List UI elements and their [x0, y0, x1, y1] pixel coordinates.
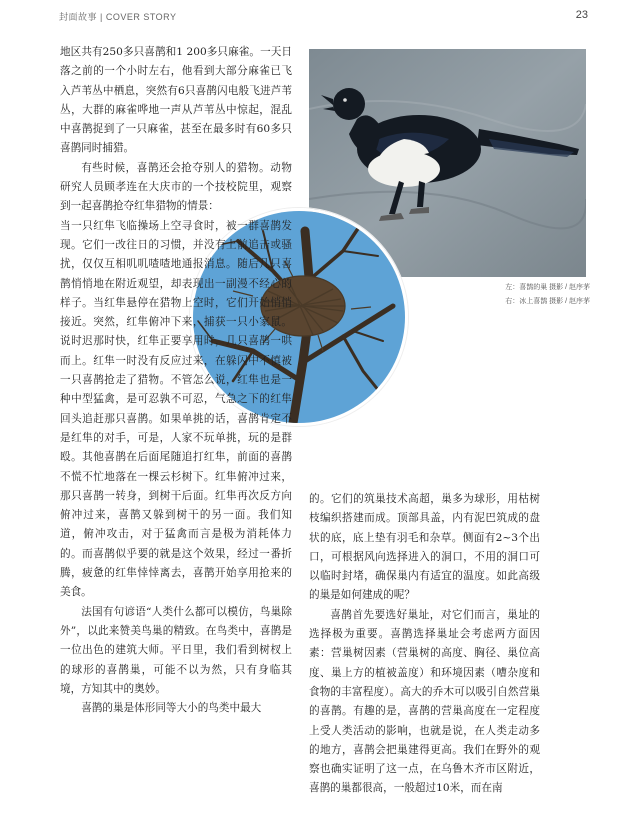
- section-label: 封面故事 | COVER STORY: [59, 12, 177, 22]
- paragraph: 的。它们的筑巢技术高超，巢多为球形，用枯树枝编织搭建而成。顶部具盖，内有泥巴筑成的盘状的底，底上垫有羽毛和杂草。侧面有2~3个出口，可根据风向选择进入的洞口，不用的洞口可以临时封堵，确保巢内有适宜的温度。如此高级的巢是如何建成的呢？: [309, 493, 540, 602]
- caption-right: 右：冰上喜鹊 摄影 / 赵序茅: [505, 298, 590, 305]
- paragraph: 喜鹊首先要选好巢址，对它们而言，巢址的选择极为重要。喜鹊选择巢址会考虑两方面因素：营巢树因素（营巢树的高度、胸径、巢位高度、巢上方的植被盖度）和环境因素（嘈杂度和食物的丰富程度）。高大的乔木可以吸引自然营巢的喜鹊。有趣的是，喜鹊的营巢高度在一定程度上受人类活动的影响，也就是说，在人类走动多的地方，喜鹊会把巢建得更高。我们在野外的观察也确实证明了这一点，在乌鲁木齐市区附近，喜鹊的巢都很高，一般超过10米，而在南: [309, 608, 540, 795]
- paragraph: 法国有句谚语“人类什么都可以模仿，鸟巢除外”，以此来赞美鸟巢的精致。在鸟类中，喜鹊是一位出色的建筑大师。平日里，我们看到树杈上的球形的喜鹊巢，可能不以为然，只有身临其境，方知其中的奥妙。: [60, 605, 292, 695]
- right-column: [309, 490, 540, 799]
- page-header: [59, 10, 588, 24]
- paragraph: 地区共有250多只喜鹊和1 200多只麻雀。一天日落之前的一个小时左右，他看到大部分麻雀已飞入芦苇丛中栖息，突然有6只喜鹊闪电般飞进芦苇丛，大群的麻雀哗地一声从芦苇丛中惊起，混乱中喜鹊捉到了一只麻雀，甚至在最多时有60多只喜鹊同时捕猎。: [60, 46, 292, 155]
- caption-left: 左：喜鹊的巢 摄影 / 赵序茅: [505, 284, 590, 291]
- paragraph: 当一只红隼飞临操场上空寻食时，被一群喜鹊发现。它们一改往日的习惯，并没有上前追击或骚扰，仅仅互相叽叽喳喳地通报消息。随后几只喜鹊悄悄地在附近观望，却表现出一副漫不经心的样子。当红隼悬停在猎物上空时，它们开始悄悄接近。突然，红隼俯冲下来，捕获一只小家鼠。说时迟那时快，红隼正要享用时，几只喜鹊一哄而上。红隼一时没有反应过来，在躲闪中不慎被一只喜鹊抢走了猎物。不管怎么说，红隼也是一种中型猛禽，是可忍孰不可忍，气急之下的红隼回头追赶那只喜鹊。如果单挑的话，喜鹊肯定不是红隼的对手，可是，人家不玩单挑，玩的是群殴。其他喜鹊在后面尾随追打红隼，前面的喜鹊不慌不忙地落在一棵云杉树下。红隼俯冲过来，那只喜鹊一转身，到树干后面。红隼再次反方向俯冲过来，喜鹊又躲到树干的另一面。我们知道，俯冲攻击，对于猛禽而言是极为消耗体力的。而喜鹊似乎要的就是这个效果，经过一番折腾，疲惫的红隼悻悻离去，喜鹊开始享用抢来的美食。: [60, 219, 292, 599]
- photo-captions: [480, 281, 590, 309]
- left-column: [60, 43, 292, 718]
- paragraph: 有些时候，喜鹊还会抢夺别人的猎物。动物研究人员顾孝连在大庆市的一个技校院里，观察到一起喜鹊抢夺红隼猎物的情景：: [60, 161, 292, 213]
- page-number: 23: [575, 9, 588, 21]
- paragraph: 喜鹊的巢是体形同等大小的鸟类中最大: [81, 702, 262, 715]
